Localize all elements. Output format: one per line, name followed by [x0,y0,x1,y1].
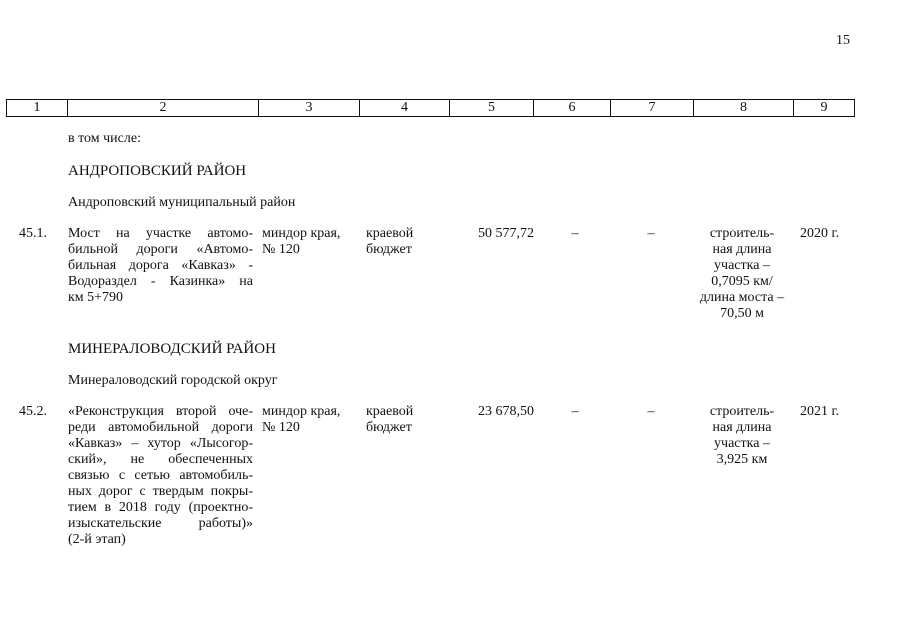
amount: 23 678,50 [478,404,534,419]
customer-line: миндор края, [262,226,341,241]
column-number-2: 2 [68,100,259,117]
capacity-line: 70,50 м [720,306,764,321]
customer [262,404,340,436]
capacity-line: 3,925 км [716,452,768,467]
column-6-value: – [571,226,579,241]
description-line: «Реконструкция второй оче- [68,404,253,419]
page-number: 15 [836,33,850,48]
municipality-heading: Минераловодский городской округ [68,373,278,388]
capacity-line: участка – [714,436,770,451]
description-line: бильная дорога «Кавказ» - [68,258,253,273]
funding-line: краевой [366,404,414,419]
description-line: «Кавказ» – хутор «Лысогор- [68,436,253,451]
column-7-value: – [647,226,655,241]
customer-line: № 120 [262,242,300,257]
customer-line: № 120 [262,420,300,435]
capacity-line: строитель- [709,226,775,241]
capacity-line: ная длина [712,420,772,435]
capacity-line: длина моста – [699,290,785,305]
column-number-1: 1 [7,100,68,117]
object-description [68,226,253,306]
column-number-4: 4 [360,100,450,117]
row-number: 45.1. [19,226,47,241]
year: 2021 г. [800,404,840,419]
description-line: ский», не обеспеченных [68,452,253,467]
district-heading: МИНЕРАЛОВОДСКИЙ РАЙОН [68,341,276,357]
column-number-6: 6 [534,100,611,117]
row-number: 45.2. [19,404,47,419]
district-heading: АНДРОПОВСКИЙ РАЙОН [68,163,247,179]
capacity [692,404,792,468]
funding-line: бюджет [366,242,412,257]
funding-source [366,404,413,436]
description-line: Мост на участке автомо- [68,226,253,241]
object-description [68,404,253,548]
column-number-9: 9 [794,100,855,117]
description-line: (2-й этап) [68,532,126,547]
including-label: в том числе: [68,131,141,146]
column-number-8: 8 [694,100,794,117]
capacity-line: ная длина [712,242,772,257]
description-line: тием в 2018 году (проектно- [68,500,253,515]
description-line: изыскательские работы)» [68,516,253,531]
funding-line: бюджет [366,420,412,435]
year: 2020 г. [800,226,840,241]
capacity-line: строитель- [709,404,775,419]
column-number-5: 5 [450,100,534,117]
description-line: бильной дороги «Автомо- [68,242,253,257]
column-number-header [6,99,855,117]
description-line: ных дорог с твердым покры- [68,484,253,499]
description-line: Водораздел - Казинка» на [68,274,253,289]
description-line: реди автомобильной дороги [68,420,253,435]
amount: 50 577,72 [478,226,534,241]
column-7-value: – [647,404,655,419]
capacity [692,226,792,322]
description-line: связью с сетью автомобиль- [68,468,253,483]
municipality-heading: Андроповский муниципальный район [68,195,296,210]
description-line: км 5+790 [68,290,124,305]
column-6-value: – [571,404,579,419]
column-number-7: 7 [611,100,694,117]
column-number-3: 3 [259,100,360,117]
capacity-line: 0,7095 км/ [711,274,773,289]
funding-source [366,226,413,258]
customer [262,226,340,258]
capacity-line: участка – [714,258,770,273]
customer-line: миндор края, [262,404,341,419]
funding-line: краевой [366,226,414,241]
